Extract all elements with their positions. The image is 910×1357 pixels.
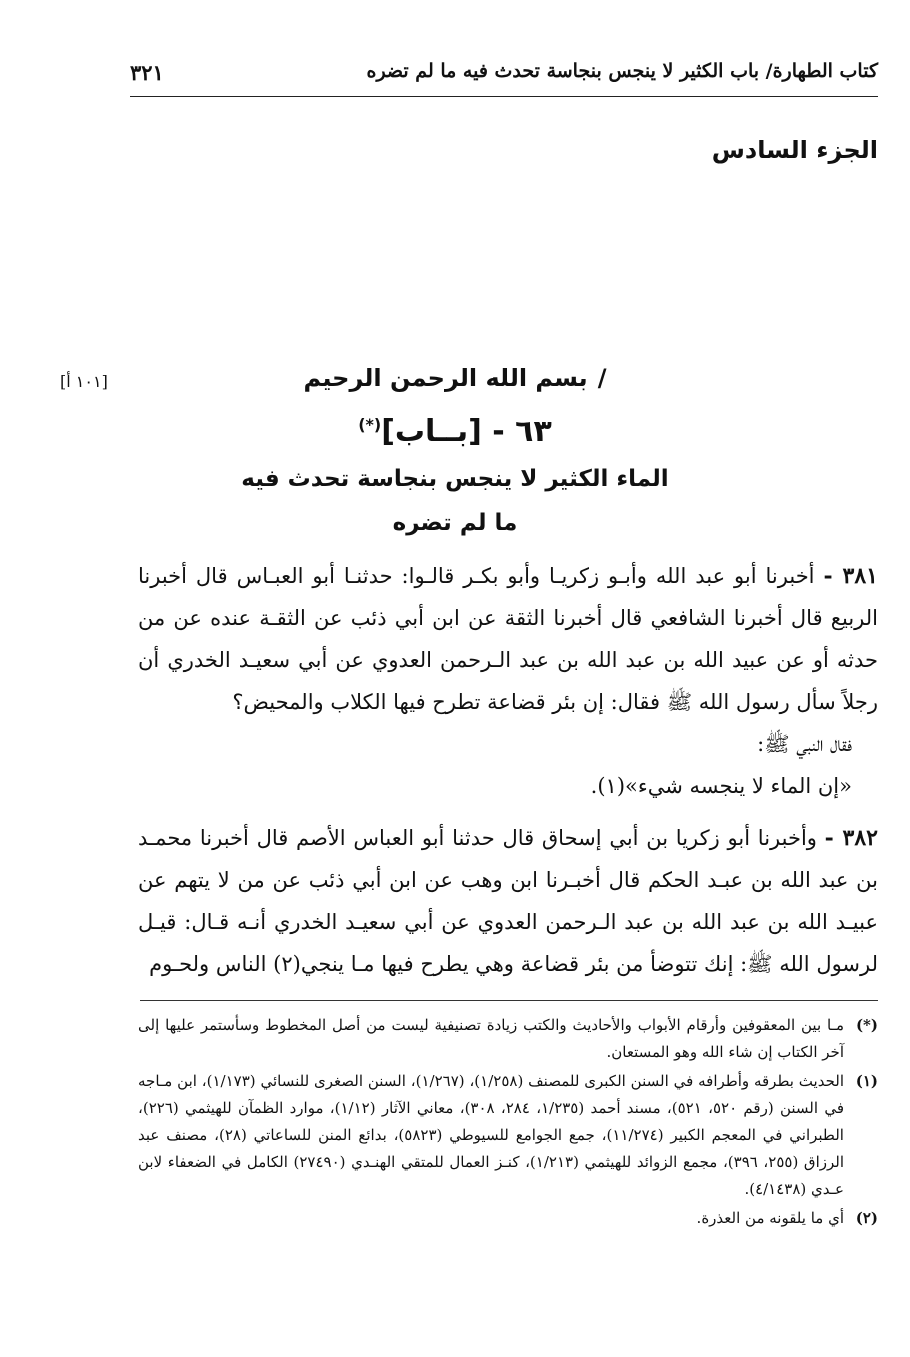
footnote-2 xyxy=(138,1205,878,1232)
footnote-text: الحديث بطرقه وأطرافه في السنن الكبرى للمصنف (١/٢٥٨)، (١/٢٦٧)، السنن الصغرى للنسائي (١/١٧٣)، ابن مـاجه في السنن (رقم ٥٢٠، ٥٢١)، مسند أحمد (١/٢٣٥، ٢٨٤، ٣٠٨)، معاني الآثار (١/١٢)، موارد الظمآن للهيثمي (٢٢٦)، الطبراني في المعجم الكبير (١١/٢٧٤)، جمع الجوامع للسيوطي (٥٨٢٣)، بدائع المنن للساعاتي (٢٨)، مصنف عبد الرزاق (٢٥٥، ٣٩٦)، مجمع الزوائد للهيثمي (١/٢١٣)، كنـز العمال للمتقي الهنـدي (٢٧٤٩٠) الكامل في الضعفاء لابن عـدي (٤/١٤٣٨). xyxy=(138,1072,845,1198)
part-label: الجزء السادس xyxy=(711,136,878,164)
footnote-star xyxy=(138,1012,878,1066)
page-break-slash: / xyxy=(597,364,607,392)
footnotes xyxy=(138,1012,878,1234)
basmala-text: بسم الله الرحمن الرحيم xyxy=(303,364,588,392)
main-text xyxy=(138,555,878,985)
header-rule xyxy=(130,96,878,97)
hadith-followup: فقال النبي ﷺ: xyxy=(757,732,852,756)
chapter-number: ٦٣ - [بــاب] xyxy=(381,414,552,449)
running-header xyxy=(130,58,878,94)
footnote-text: أي ما يلقونه من العذرة. xyxy=(696,1209,844,1227)
basmala xyxy=(0,364,910,392)
running-title: كتاب الطهارة/ باب الكثير لا ينجس بنجاسة تحدث فيه ما لم تضره xyxy=(366,60,878,82)
hadith-number: ٣٨٢ - xyxy=(824,825,878,851)
chapter-title-line-2: ما لم تضره xyxy=(392,510,518,536)
footnote-1 xyxy=(138,1068,878,1203)
hadith-text: وأخبرنا أبو زكريا بن أبي إسحاق قال حدثنا أبو العباس الأصم قال أخبرنا محمـد بن عبد الله بن عبـد الحكم قال أخبـرنا ابن وهب عن ابن أبي ذئب عن من لا يتهم عن عبيـد الله بن عبد الله بن عبد الـرحمن العدوي عن أبي سعيـد الخدري أنـه قـال: قيـل لرسول الله ﷺ: إنك تتوضأ من بئر قضاعة وهي يطرح فيها مـا ينجي(٢) الناس ولحـوم xyxy=(138,826,878,976)
chapter-title-line-1: الماء الكثير لا ينجس بنجاسة تحدث فيه xyxy=(241,466,669,492)
hadith-quote: «إن الماء لا ينجسه شيء»(١). xyxy=(590,774,852,798)
footnote-mark: (١) xyxy=(855,1072,878,1090)
hadith-number: ٣٨١ - xyxy=(823,563,878,589)
footnote-mark: (*) xyxy=(855,1016,878,1034)
footnote-text: مـا بين المعقوفين وأرقام الأبواب والأحاديث والكتب زيادة تصنيفية ليست من أصل المخطوط وسأستمر عليها إلى آخر الكتاب إن شاء الله وهو المستعان. xyxy=(138,1016,844,1061)
footnote-separator xyxy=(140,1000,878,1001)
footnote-mark: (٢) xyxy=(855,1209,878,1227)
hadith-382 xyxy=(138,817,878,985)
chapter-heading xyxy=(0,414,910,449)
hadith-381 xyxy=(138,555,878,723)
page-number: ٣٢١ xyxy=(130,60,164,85)
manuscript-folio-ref: [١٠١ أ] xyxy=(60,372,108,391)
hadith-text: أخبرنا أبو عبد الله وأبـو زكريـا وأبو بكـر قالـوا: حدثنـا أبو العبـاس قال أخبرنا الربيع قال أخبرنا الشافعي قال أخبرنا الثقة عن ابن أبي ذئب عن الثقـة عنده عن من حدثه أو عن عبيد الله بن عبد الله بن عبد الـرحمن العدوي عن أبي سعيـد الخدري أن رجلاً سأل رسول الله ﷺ فقال: إن بئر قضاعة تطرح فيها الكلاب والمحيض؟ xyxy=(138,564,878,714)
chapter-note-mark: (*) xyxy=(358,415,382,434)
